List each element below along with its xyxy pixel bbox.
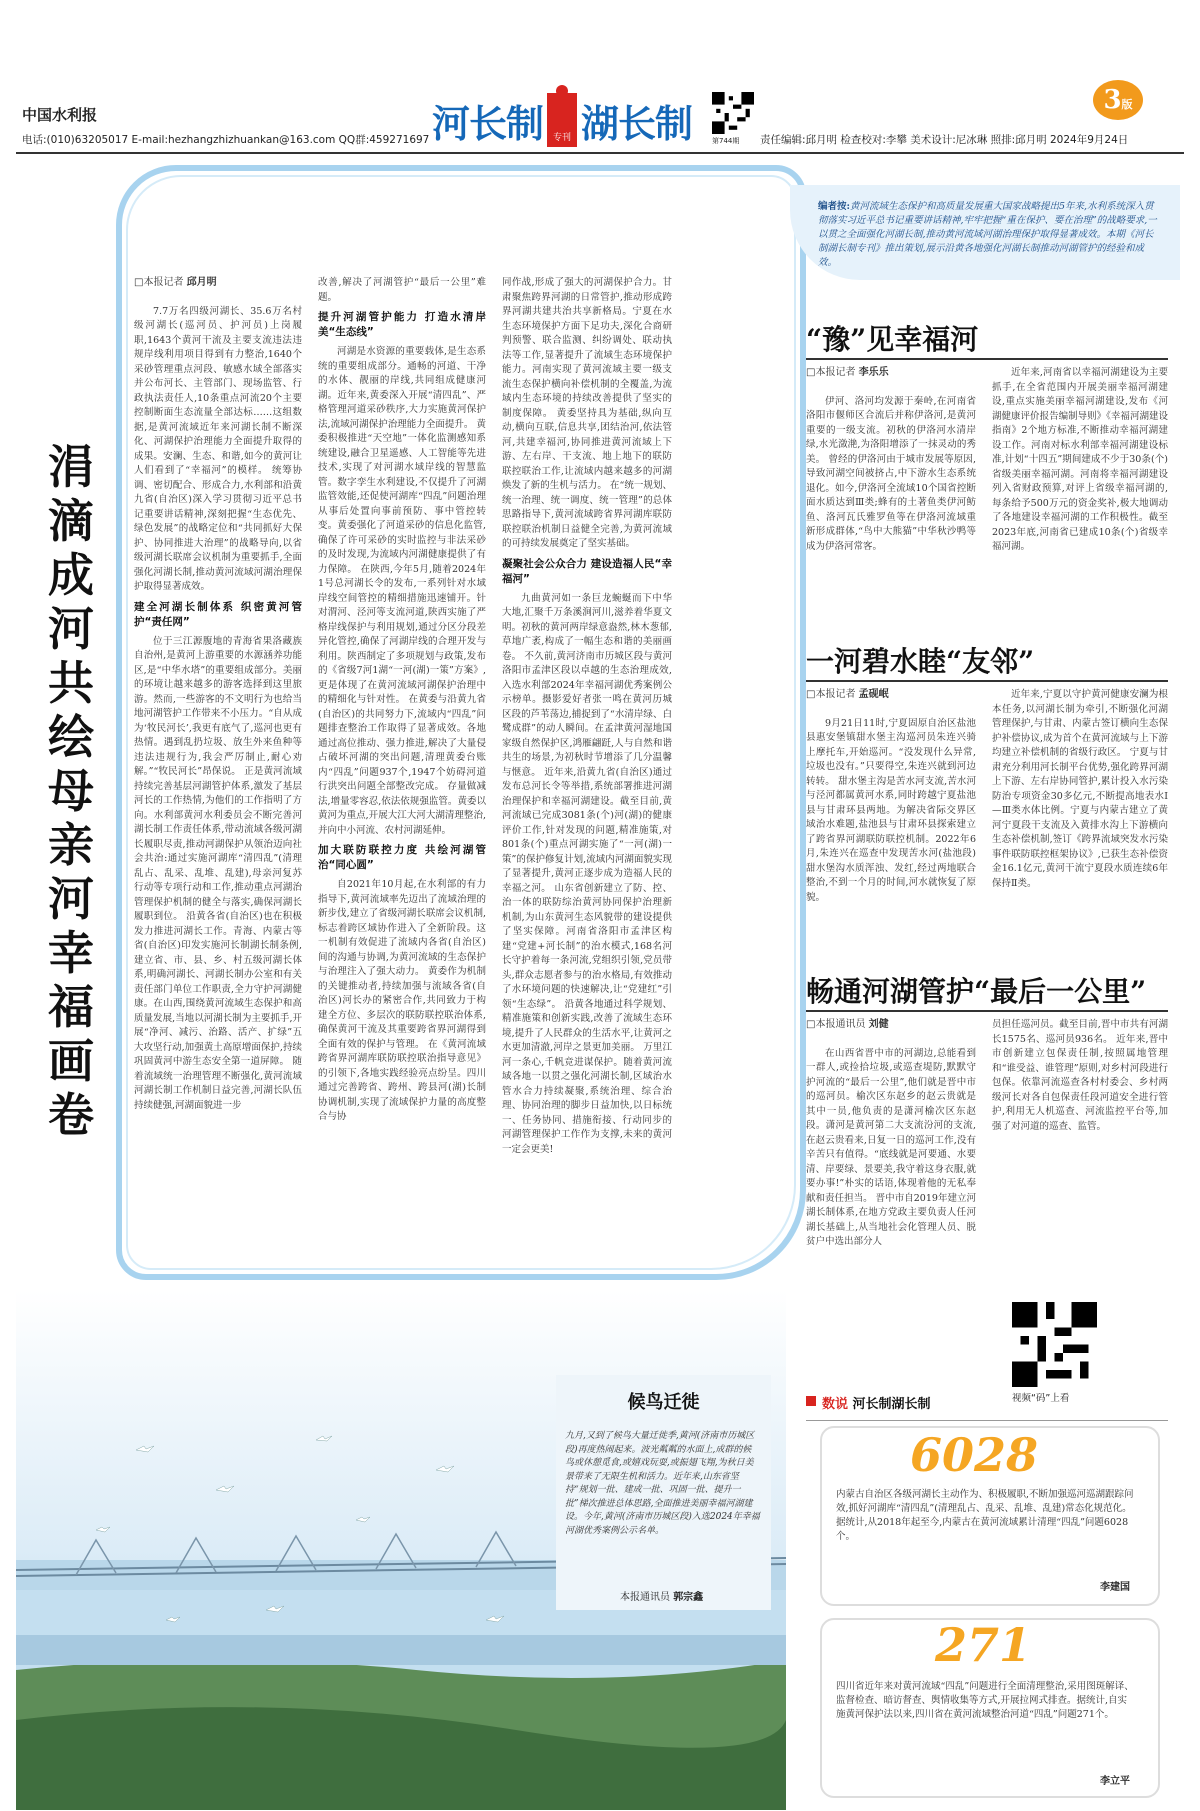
stat-value-2: 271: [935, 1618, 1032, 1672]
article-yu-rule: [806, 358, 1168, 360]
page-number-badge: [1093, 80, 1143, 120]
photo-credit: [620, 1588, 703, 1603]
stat-value-1: 6028: [910, 1428, 1039, 1482]
main-col-3: [502, 276, 672, 1216]
stat-text-1: 内蒙古自治区各级河湖长主动作为、积极履职,不断加强巡河巡湖跟踪问效,抓好河湖库“清四乱”(清理乱占、乱采、乱堆、乱建)常态化规范化。据统计,从2018年起至今,内蒙古在黄河流域累计清理“四乱”问题6028个。: [836, 1489, 1134, 1542]
page-unit: 版: [1121, 98, 1133, 111]
article-nx-text-1: 9月21日11时,宁夏固原自治区盐池县惠安堡镇甜水堡主沟巡河员朱连兴骑上摩托车,开始巡河。“没发现什么异常,垃圾也没有。”只要得空,朱连兴就到河边转转。 甜水堡主沟是苦水河支流,苦水河与泾河都属黄河水系,同时跨越宁夏盐池县与甘肃环县两地。为解决省际交界区域治水难题,盐池县与甘肃环县探索建立了跨省界河湖联防联控机制。2022年6月,朱连兴在巡查中发现苦水河(盐池段)甜水堡沟水质浑浊、发红,经过两地联合整治,不到一个月的时间,河水就恢复了原貌。: [806, 717, 976, 903]
article-sx-byline: □本报通讯员 刘健: [806, 1019, 889, 1030]
editor-note: [818, 200, 1158, 270]
article-sx-title: 畅通河湖管护“最后一公里”: [806, 975, 1147, 1008]
main-byline: □本报记者 邱月明: [134, 277, 217, 288]
article-yu-col-1: [806, 366, 976, 596]
photo-title: 候鸟迁徙: [627, 1392, 700, 1413]
main-text-7: 九曲黄河如一条巨龙蜿蜒而下中华大地,汇聚千万条溪涧河川,滋养着华夏文明。初秋的黄河两岸绿意盎然,林木葱郁,草地广袤,构成了一幅生态和谐的美丽画卷。 不久前,黄河济南市历城区段与黄河洛阳市孟津区段以卓越的生态治理成效,入选水利部2024年幸福河湖优秀案例公示榜单。摄影爱好者张一鸣在黄河历城区段的芦苇荡边,捕捉到了“水清岸绿、白鹭成群”的动人瞬间。在孟津黄河湿地国家级自然保护区,鸿雁翩跹,人与自然和谐共生的场景,为初秋时节增添了几分温馨与惬意。 近年来,沿黄九省(自治区)通过发布总河长令等举措,系统部署推进河湖治理保护和幸福河湖建设。截至目前,黄河流域已完成3081条(个)河(湖)的健康评价工作,针对发现的问题,精准施策,对801条(个)重点河湖实施了“一河(湖)一策”的保护修复计划,流域内河湖面貌实现了显著提升,黄河正逐步成为造福人民的幸福之河。 山东省创新建立了防、控、治一体的联防综治黄河协同保护治理新机制,为山东黄河生态风貌带的建设提供了坚实保障。河南省洛阳市孟津区构建“党建+河长制”的治水模式,168名河长守护着每一条河流,党组织引领,党员带头,群众志愿者参与的治水格局,有效推动了水环境问题的快速解决,让“党建红”引领“生态绿”。 沿黄各地通过科学规划、精准施策和创新实践,改善了流域生态环境,提升了人民群众的生活水平,让黄河之水更加清澈,河岸之景更加美丽。 万里江河一条心,千帆竞进谋保护。随着黄河流域各地一以贯之强化河湖长制,区域治水管水合力持续凝聚,系统治理、综合治理、协同治理的脚步日益加快,以日标统一、任务协同、措施衔接、行动同步的河湖管理保护工作作为支撑,未来的黄河一定会更美!: [502, 592, 672, 1155]
section-heading-4: 凝聚社会公众合力 建设造福人民“幸福河”: [502, 557, 672, 585]
editor-credits: 责任编辑:邱月明 检查校对:李攀 美术设计:尼冰琳 照排:邱月明 2024年9月24日: [760, 134, 1129, 146]
data-section-rule: [806, 1420, 1168, 1421]
article-yu-byline-name: 李乐乐: [858, 367, 889, 378]
article-nx-text-2: 近年来,宁夏以守护黄河健康安澜为根本任务,以河湖长制为牵引,不断强化河湖管理保护,与甘肃、内蒙古签订横向生态保护补偿协议,成为首个在黄河流域与上下游均建立补偿机制的省级行政区。 宁夏与甘肃充分利用河长制平台优势,强化跨界河湖上下游、左右岸协同管护,累计投入水污染防治专项资金30多亿元,不断提高地表水Ⅰ—Ⅲ类水体比例。宁夏与内蒙古建立了黄河宁夏段干支流及入黄排水沟上下游横向生态补偿机制,签订《跨界流域突发水污染事件联防联控框架协议》,已获生态补偿资金16.1亿元,黄河干流宁夏段水质连续6年保持Ⅱ类。: [992, 689, 1168, 889]
header-rule: [16, 152, 1184, 154]
main-text-6: 同作战,形成了强大的河湖保护合力。甘肃聚焦跨界河湖的日常管护,推动形成跨界河湖共建共治共享新格局。宁夏在水生态环境保护方面下足功夫,深化合商研判预警、联合监测、纠纷调处、联动执法等工作,显著提升了流域生态环境保护能力。河南实现了黄河流域主要一级支流生态保护横向补偿机制的全覆盖,为流域内生态环境的持续改善提供了坚实的制度保障。 黄委坚持具为基础,纵向互动,横向互联,信息共享,团结治河,依法管河,共建幸福河,协同推进黄河流域上下游、左右岸、干支流、地上地下的联防联控联治工作,让流域内越来越多的河湖焕发了新的生机与活力。 在“统一规划、统一治理、统一调度、统一管理”的总体思路指导下,黄河流域跨省界河湖库联防联控联治机制日益健全完善,为黄河流域的可持续发展奠定了坚实基础。: [502, 277, 672, 549]
main-text-3: 改善,解决了河湖管护“最后一公里”难题。: [318, 277, 486, 303]
stat-author-2: 李立平: [1100, 1776, 1130, 1787]
article-sx-col-1: [806, 1018, 976, 1378]
photo-caption: 九月,又到了候鸟大量迁徙季,黄河(济南市历城区段)再度热闹起来。波光粼粼的水面上,成群的候鸟或休憩觅食,或嬉戏玩耍,或振翅飞翔,为秋日美景带来了无限生机和活力。近年来,山东省坚持“规划一批、建成一批、巩固一批、提升一批”梯次推进总体思路,全面推进美丽幸福河湖建设。今年,黄河(济南市历城区段)入选2024年幸福河湖优秀案例公示名单。: [565, 1431, 760, 1536]
article-sx-col-2: [992, 1018, 1168, 1288]
article-yu-text-2: 近年来,河南省以幸福河湖建设为主要抓手,在全省范围内开展美丽幸福河湖建设,重点实施美丽幸福河湖建设,发布《河湖健康评价报告编制导则》《幸福河湖建设指南》2个地方标准,不断推动幸福河湖建设工作。河南对标水利部幸福河湖建设标准,计划“十四五”期间建成不少于30条(个)省级美丽幸福河湖。河南将幸福河湖建设列入省财政预算,对评上省级幸福河湖的,每条给予500万元的资金奖补,极大地调动了各地建设幸福河湖的工作积极性。截至2023年底,河南省已建成10条(个)省级幸福河湖。: [992, 367, 1168, 552]
main-text-4: 河湖是水资源的重要载体,是生态系统的重要组成部分。通畅的河道、干净的水体、靓丽的岸线,共同组成健康河湖。近年来,黄委深入开展“清四乱”、严格管理河道采砂秩序,大力实施黄河保护法,流域河湖保护治理能力全面提升。 黄委积极推进“天空地”一体化监测感知系统建设,融合卫星遥感、人工智能等先进技术,实现了对河湖水域岸线的智慧监管。数字孪生水利建设,不仅提升了河湖监管效能,还促使河湖库“四乱”问题治理从事后处置向事前预防、事中管控转变。黄委强化了河道采砂的信息化监管,确保了许可采砂的实时监控与非法采砂的及时发现,为流域内河湖健康提供了有力保障。 在陕西,今年5月,随着2024年1号总河湖长令的发布,一系列针对水域岸线空间管控的精细措施迅速铺开。针对渭河、泾河等支流河道,陕西实施了严格岸线保护与利用规划,通过分区分段差异化管控,确保了河湖岸线的合理开发与利用。陕西制定了多项规划与政策,发布的《省级7河1湖“一河(湖)一策”方案》,更是体现了在黄河流域河湖保护治理中的精细化与针对性。 在黄委与沿黄九省(自治区)的共同努力下,流域内“四乱”问题排查整治工作取得了显著成效。各地通过高位推动、强力推进,解决了大量侵占破坏河湖的突出问题,清理黄委台账内“四乱”问题937个,1947个妨碍河道行洪突出问题全部整改完成。 存量做减法,增量零容忍,依法依规强监管。黄委以黄河为重点,开展大江大河大湖清理整治,并向中小河流、农村河湖延伸。: [318, 346, 486, 836]
byline-label: 本报记者: [143, 277, 184, 288]
article-nx-byline-label: 本报记者: [815, 689, 856, 700]
article-yu-byline-label: 本报记者: [815, 367, 856, 378]
photo-credit-label: 本报通讯员: [620, 1592, 670, 1603]
section-heading-2: 提升河湖管护能力 打造水清岸美“生态线”: [318, 311, 486, 338]
masthead-left: 河长制: [432, 101, 544, 146]
main-text-1: 7.7万名四级河湖长、35.6万名村级河湖长(巡河员、护河员)上岗履职,1643个黄河干流及主要支流违法违规岸线利用项目得到有力整治,1640个采砂管理重点河段、敏感水域全部落实并公布河长、主管部门、现场监管、行政执法责任人,10条重点河流20个主要控制断面生态流量全部达标……这组数据,是黄河流域近年来河湖长制不断深化、河湖保护治理能力全面提升取得的成果。安澜、生态、和谐,如今的黄河让人们看到了“幸福河”的模样。 统筹协调、密切配合、形成合力,水利部和沿黄九省(自治区)深入学习贯彻习近平总书记重要讲话精神,深刻把握“生态优先、绿色发展”的战略定位和“共同抓好大保护、协同推进大治理”的战略导向,以省级河湖长联席会议机制为重要抓手,全面强化河湖长制,推动黄河流域河湖治理保护取得显著成效。: [134, 305, 302, 592]
main-text-5: 自2021年10月起,在水利部的有力指导下,黄河流域率先迈出了流域治理的新步伐,建立了省级河湖长联席会议机制,标志着跨区域协作进入了全新阶段。这一机制有效促进了流域内各省(自治区)间的沟通与协调,为黄河流域的生态保护与治理注入了强大动力。 黄委作为机制的关键推动者,持续加强与流域各省(自治区)河长办的紧密合作,共同致力于构建全方位、多层次的联防联控联治体系,确保黄河干流及其重要跨省界河湖得到全面有效的保护与管理。 在《黄河流域跨省界河湖库联防联控联治指导意见》的引领下,各地实践经验亮点纷呈。四川通过完善跨省、跨州、跨县河(湖)长制协调机制,实现了流域保护力量的高度整合与协: [318, 879, 486, 1122]
article-sx-text-1: 在山西省晋中市的河湖边,总能看到一群人,或捡拾垃圾,或巡查堤防,默默守护河流的“最后一公里”,他们就是晋中市的巡河员。榆次区东赵乡的赵云贵就是其中一员,他负责的是潇河榆次区东赵段。潇河是黄河第二大支流汾河的支流,在赵云贵看来,日复一日的巡河工作,没有辛苦只有值得。“底线就是河要通、水要清、岸要绿、景要美,我守着这身衣服,就要办事!”朴实的话语,体现着他的无私奉献和责任担当。 晋中市自2019年建立河湖长制体系,在地方党政主要负责人任河湖长基础上,从当地社会化管理人员、脱贫户中选出部分人: [806, 1047, 976, 1247]
article-yu-text-1: 伊河、洛河均发源于秦岭,在河南省洛阳市偃师区合流后并称伊洛河,是黄河重要的一级支流。初秋的伊洛河水清岸绿,水光潋滟,为洛阳增添了一抹灵动的秀美。 曾经的伊洛河由于城市发展等原因,导致河湖空间被挤占,中下游水生态系统退化。如今,伊洛河全流域10个国省控断面水质达到Ⅲ类;蜂有的土著鱼类伊河鲂鱼、洛河瓦氏雅罗鱼等在伊洛河流域重新形成群体,“鸟中大熊猫”中华秋沙鸭等成为伊洛河常客。: [806, 395, 976, 552]
data-section-tag: 数说: [822, 1397, 849, 1412]
main-col-2: [318, 276, 486, 1276]
contact-info: 电话:(010)63205017 E-mail:hezhangzhizhuankan@163.com QQ群:459271697: [22, 134, 430, 146]
article-sx-byline-name: 刘健: [868, 1019, 889, 1030]
main-col-1: [134, 276, 302, 1276]
article-yu-title: “豫”见幸福河: [806, 323, 979, 356]
data-section-marker: [806, 1396, 816, 1406]
byline-name: 邱月明: [186, 277, 217, 288]
section-heading-1: 建全河湖长制体系 织密黄河管护“责任网”: [134, 600, 302, 628]
section-heading-3: 加大联防联控力度 共绘河湖管治“同心圆”: [318, 844, 486, 871]
masthead: [432, 95, 692, 145]
editor-note-label: 编者按:: [818, 201, 851, 212]
main-headline: 涓滴成河 共绘母亲河幸福画卷: [48, 440, 94, 1142]
data-section-title: 河长制湖长制: [852, 1397, 931, 1412]
data-section-heading: [822, 1393, 931, 1412]
qr-caption: 第744期: [712, 137, 740, 145]
article-sx-rule: [806, 1010, 1168, 1012]
qr-code-icon: [712, 92, 754, 134]
stat-text-2: 四川省近年来对黄河流域“四乱”问题进行全面清理整治,采用图斑解译、监督检查、暗访督查、舆情收集等方式,开展拉网式排查。据统计,自实施黄河保护法以来,四川省在黄河流域整治河道“四乱”问题271个。: [836, 1681, 1134, 1720]
article-nx-title: 一河碧水睦“友邻”: [806, 645, 1035, 678]
article-nx-rule: [806, 680, 1168, 682]
article-nx-col-2: [992, 688, 1168, 933]
article-sx-byline-label: 本报通讯员: [815, 1019, 866, 1030]
video-qr-code-icon[interactable]: [1012, 1302, 1097, 1387]
article-nx-col-1: [806, 688, 976, 933]
article-yu-col-2: [992, 366, 1168, 596]
photo-credit-name: 郭宗鑫: [673, 1592, 704, 1603]
article-sx-text-2: 员担任巡河员。截至目前,晋中市共有河湖长1575名、巡河员936名。 近年来,晋中市创新建立包保责任制,按照属地管理和“谁受益、谁管理”原则,对乡村河段进行包保。依靠河流巡查各村村委会、乡村两级河长对各自包保责任段河道安全进行管护,利用无人机巡查、河流监控平台等,加强了对河道的巡查、监管。: [992, 1019, 1168, 1132]
masthead-right: 湖长制: [581, 101, 693, 146]
stat-author-1: 李建国: [1100, 1582, 1130, 1593]
editor-note-text: 黄河流域生态保护和高质量发展重大国家战略提出5年来,水利系统深入贯彻落实习近平总书记重要讲话精神,牢牢把握“重在保护、要在治理”的战略要求,一以贯之全面强化河湖长制,推动黄河流域河湖治理保护取得显著成效。本期《河长制湖长制专刊》推出策划,展示沿黄各地强化河湖长制推动河湖管护的经验和成效。: [818, 201, 1157, 268]
main-text-2: 位于三江源腹地的青海省果洛藏族自治州,是黄河上游重要的水源涵养功能区,是“中华水塔”的重要组成部分。美丽的环境让越来越多的游客选择到这里旅游。然而,一些游客的不文明行为也给当地河湖管护工作带来不小压力。“自从成为‘牧民河长’,我更有底气了,巡河也更有热情。遇到乱扔垃圾、放生外来鱼种等违法违规行为,我会严厉制止,耐心劝解。”“牧民河长”昂保说。 正是黄河流域持续完善基层河湖管护体系,激发了基层河长的工作热情,为他们的工作指明了方向。水利部黄河水利委员会不断完善河湖长制工作责任体系,带动流域各级河湖长履职尽责,推动河湖保护从领治迈向社会共治:通过实施河湖库“清四乱”(清理乱占、乱采、乱堆、乱建),母亲河复苏行动等专项行动和工作,推动重点河湖治管理保护机制的健全与落实,确保河湖长履职到位。 沿黄各省(自治区)也在积极发力推进河湖长工作。青海、内蒙古等省(自治区)印发实施河长制湖长制条例,建立省、市、县、乡、村五级河湖长体系,明确河湖长、河湖长制办公室和有关责任部门单位工作职责,全力守护河湖健康。在山西,围绕黄河流域生态保护和高质量发展,当地以河湖长制为主要抓手,开展“净河、减污、治路、活产、扩绿”五大攻坚行动,加强黄土高原增面保护,持续巩固黄河中游生态安全第一道屏障。 随着流域统一治理管理不断强化,黄河流域河湖长制工作机制日益完善,河湖长队伍持续健强,河湖面貌进一步: [134, 635, 302, 1111]
video-qr-caption: 视频“码”上看: [1012, 1393, 1070, 1404]
masthead-mid: 专刊: [547, 93, 577, 147]
article-yu-byline: □本报记者 李乐乐: [806, 367, 889, 378]
article-nx-byline: □本报记者 孟砚岷: [806, 689, 889, 700]
page-number: 3: [1103, 85, 1122, 115]
article-nx-byline-name: 孟砚岷: [858, 689, 889, 700]
paper-name: 中国水利报: [22, 106, 98, 124]
